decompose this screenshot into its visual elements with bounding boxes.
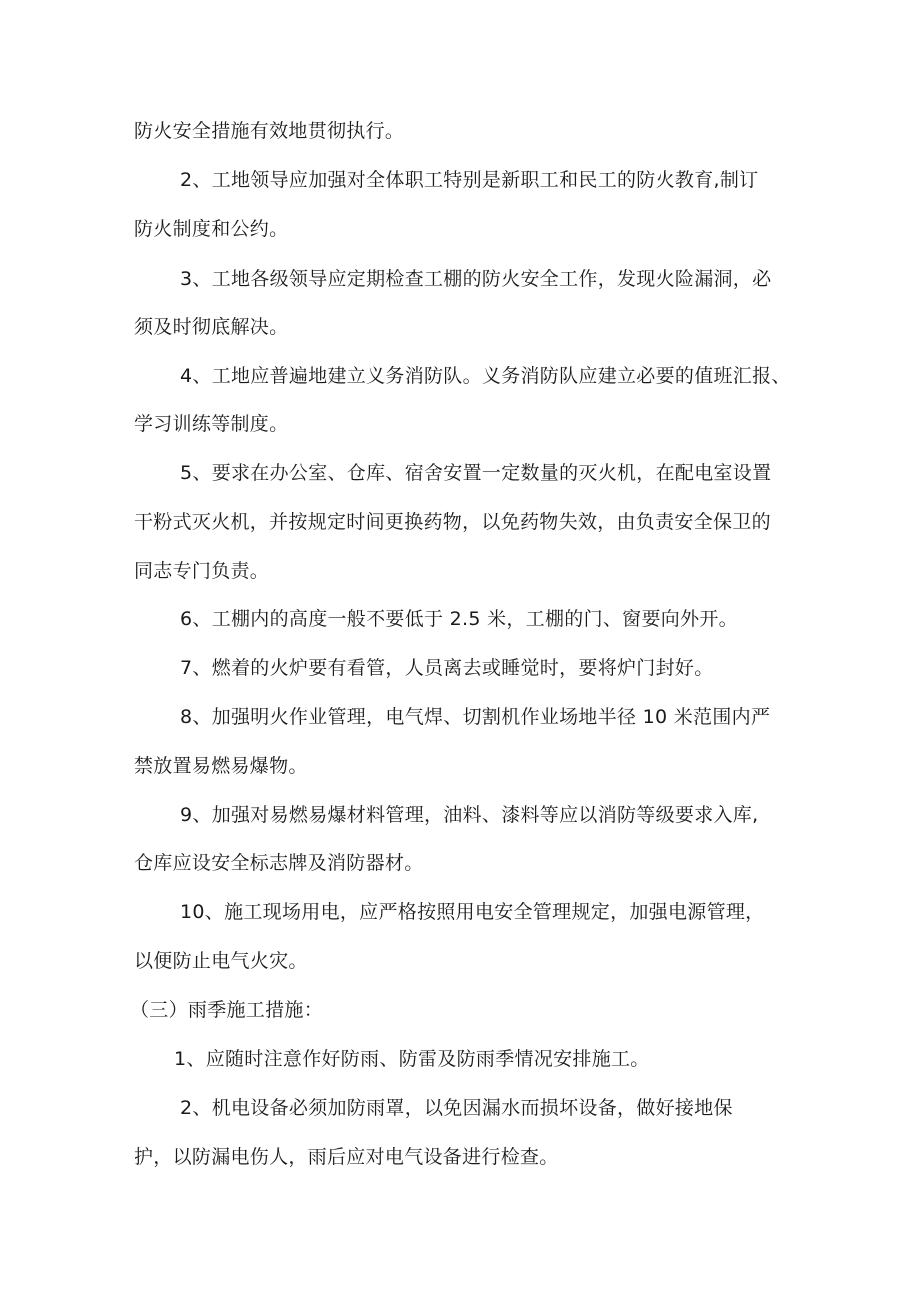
- paragraph-line: 学习训练等制度。: [134, 413, 289, 435]
- paragraph-line: 干粉式灭火机，并按规定时间更换药物，以免药物失效，由负责安全保卫的: [134, 511, 771, 533]
- paragraph-line: 3、工地各级领导应定期检查工棚的防火安全工作，发现火险漏洞，必: [180, 268, 772, 290]
- paragraph-line: 7、燃着的火炉要有看管，人员离去或睡觉时，要将炉门封好。: [180, 657, 714, 679]
- paragraph-line: 禁放置易燃易爆物。: [134, 755, 308, 777]
- paragraph-line: 1、应随时注意作好防雨、防雷及防雨季情况安排施工。: [174, 1048, 650, 1070]
- paragraph-line: 防火制度和公约。: [134, 218, 289, 240]
- paragraph-line: 10、施工现场用电，应严格按照用电安全管理规定，加强电源管理，: [180, 901, 765, 923]
- paragraph-line: 2、工地领导应加强对全体职工特别是新职工和民工的防火教育,制订: [180, 169, 759, 191]
- paragraph-line: 5、要求在办公室、仓库、宿舍安置一定数量的灭火机，在配电室设置: [180, 462, 772, 484]
- paragraph-line: 以便防止电气火灾。: [134, 950, 308, 972]
- paragraph-line: 护，以防漏电伤人，雨后应对电气设备进行检查。: [134, 1146, 559, 1168]
- paragraph-line: 6、工棚内的高度一般不要低于 2.5 米，工棚的门、窗要向外开。: [180, 608, 738, 630]
- paragraph-line: 仓库应设安全标志牌及消防器材。: [134, 852, 424, 874]
- paragraph-line: 9、加强对易燃易爆材料管理，油料、漆料等应以消防等级要求入库,: [180, 804, 759, 826]
- section-heading: （三）雨季施工措施：: [130, 999, 324, 1021]
- paragraph-line: 防火安全措施有效地贯彻执行。: [134, 120, 405, 142]
- paragraph-line: 8、加强明火作业管理，电气焊、切割机作业场地半径 10 米范围内严: [180, 706, 771, 728]
- paragraph-line: 须及时彻底解决。: [134, 316, 289, 338]
- paragraph-line: 2、机电设备必须加防雨罩，以免因漏水而损坏设备，做好接地保: [180, 1097, 733, 1119]
- paragraph-line: 4、工地应普遍地建立义务消防队。义务消防队应建立必要的值班汇报、: [180, 365, 791, 387]
- paragraph-line: 同志专门负责。: [134, 560, 270, 582]
